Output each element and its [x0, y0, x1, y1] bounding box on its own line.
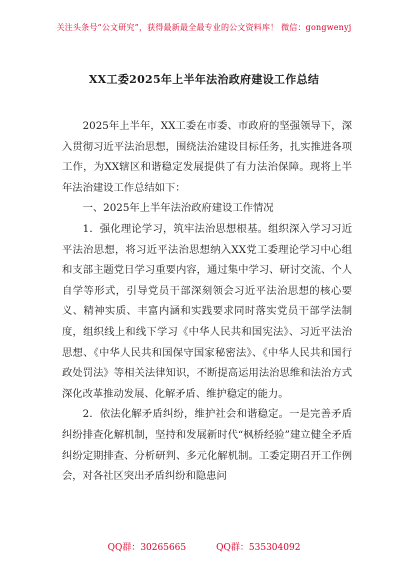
paragraph-dispute-resolution: 2．依法化解矛盾纠纷，维护社会和谐稳定。一是完善矛盾纠纷排查化解机制，坚持和发展新时代“枫桥经验”建立健全矛盾纠纷定期排查、分析研判、多元化解机制。工委定期召开工作例会，对各社区突出矛盾纠纷和隐患问 [62, 408, 352, 483]
section-heading: 一、2025年上半年法治政府建设工作情况 [82, 202, 274, 215]
qq-group-left: QQ群：30265665 [107, 543, 187, 553]
paragraph-intro: 2025年上半年，XX工委在市委、市政府的坚强领导下，深入贯彻习近平法治思想，围绕法治建设目标任务，扎实推进各项工作，为XX辖区和谐稳定发展提供了有力法治保障。现将上半年法治建设工作总结如下： [62, 120, 352, 194]
footer-contact [0, 540, 408, 553]
qq-group-right: QQ群：535304092 [216, 543, 301, 553]
document-body [62, 116, 352, 487]
paragraph-theory-study: 1．强化理论学习，筑牢法治思想根基。组织深入学习习近平法治思想，将习近平法治思想纳入XX党工委理论学习中心组和支部主题党日学习重要内容，通过集中学习、研讨交流、个人自学等形式，引导党员干部深刻领会习近平法治思想的核心要义、精神实质、丰富内涵和实践要求同时落实党员干部学法制度，组织线上和线下学习《中华人民共和国宪法》、习近平法治思想、《中华人民共和国保守国家秘密法》、《中华人民共和国行政处罚法》等相关法律知识，不断提高运用法治思维和法治方式深化改革推动发展、化解矛盾、维护稳定的能力。 [62, 222, 352, 400]
header-banner: 关注头条号“公文研究”，获得最新最全最专业的公文资料库！ 微信：gongwenyj [56, 23, 352, 32]
document-title: XX工委2025年上半年法治政府建设工作总结 [88, 73, 320, 86]
